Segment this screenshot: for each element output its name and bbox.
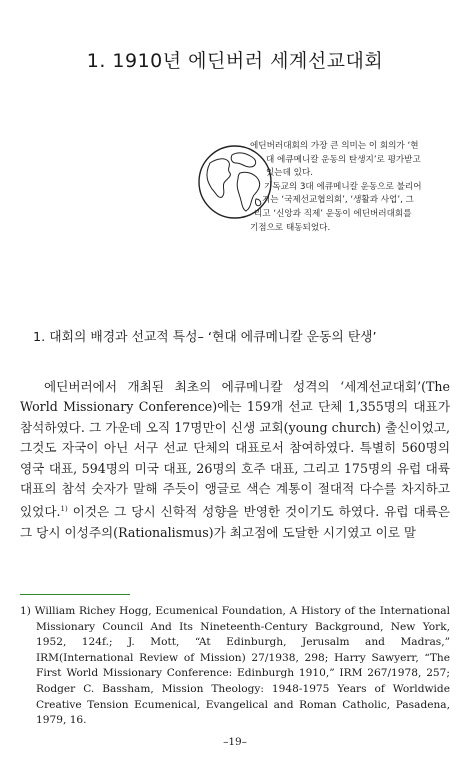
footnote-text: William Richey Hogg, Ecumenical Foundation, A History of the International Missionary Council And Its Nineteenth-Century Background, New York, 1952, 124f.; J. Mott, “At Edinburgh, Jerusalm and Madras,” IRM(International Review of Mission) 27/1938, 298; Harry Sawyerr, “The First World Missionary Conference: Edinburgh 1910,” IRM 267/1978, 257; Rodger C. Bassham, Mission Theology: 1948-1975 Years of Worldwide Creative Tension Ecumenical, Evangelical and Roman Catholic, Pasadena, 1979, 16.: [34, 605, 450, 727]
chapter-title: 1. 1910년 에딘버러 세계선교대회: [86, 49, 384, 72]
body-text-part: 에딘버러에서 개최된 최초의 에큐메니칼 성격의 ‘세계선교대회’(The World Missionary Conference)에는 159개 선교 단체 1,355명의 대표가 참석하였다. 그 가운데 오직 17명만이 신생 교회(young church) 출신이었고, 그것도 자국이 아닌 서구 선교 단체의 대표로서 참여하였다. 특별히 560명의 영국 대표, 594명의 미국 대표, 26명의 호주 대표, 그리고 175명의 유럽 대륙 대표의 참석 숫자가 말해 주듯이 앵글로 색슨 계통이 절대적 다수를 차지하고 있었다.: [20, 379, 450, 520]
sidebar-line: 있는데 있다.: [266, 168, 313, 179]
sidebar-summary: [250, 140, 455, 235]
page-number: –19–: [223, 736, 247, 748]
sidebar-line: 리고 ‘신앙과 직제’ 운동이 에딘버러대회를: [254, 208, 412, 219]
sidebar-line: 지는 ‘국제선교협의회’, ‘생활과 사업’, 그: [262, 195, 414, 206]
body-paragraph: [20, 377, 450, 543]
footnote-divider: [20, 594, 130, 595]
sidebar-line: 기독교의 3대 에큐메니칼 운동으로 불리어: [264, 181, 422, 192]
body-text-part: 이것은 그 당시 신학적 성향을 반영한 것이기도 하였다. 유럽 대륙은 그 당시 이성주의(Rationalismus)가 최고점에 도달한 시기였고 이로 말: [20, 504, 450, 541]
sidebar-line: 기점으로 태동되었다.: [250, 222, 331, 233]
sidebar-line: 대 에큐메니칼 운동의 탄생지’로 평가받고: [266, 154, 421, 165]
footnote-reference: 1): [60, 505, 68, 514]
sidebar-line: 에딘버러대회의 가장 큰 의미는 이 회의가 ‘현: [250, 141, 419, 151]
footnote-marker: 1): [20, 605, 31, 617]
footnote: [20, 604, 450, 729]
section-heading: 1. 대회의 배경과 선교적 특성– ‘현대 에큐메니칼 운동의 탄생’: [33, 330, 377, 345]
